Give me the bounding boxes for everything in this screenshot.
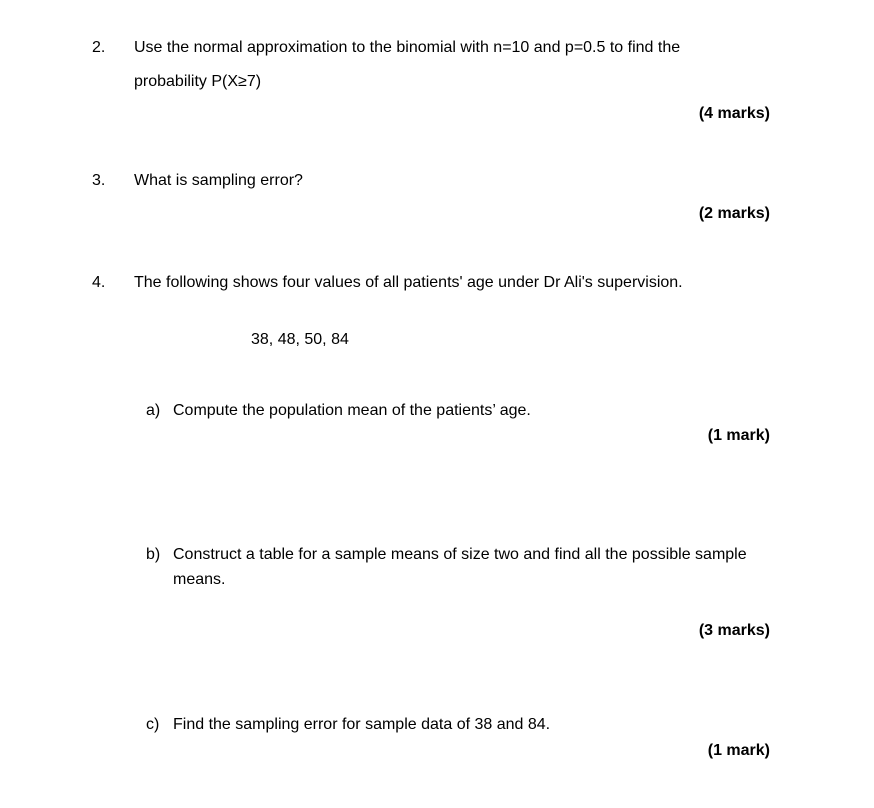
part-a-marks: (1 mark) xyxy=(707,427,770,444)
part-c-label: c) xyxy=(146,716,160,733)
question-2-text-line1: Use the normal approximation to the binomial with n=10 and p=0.5 to find the xyxy=(134,39,681,56)
question-2-number: 2. xyxy=(92,39,106,56)
part-b-text-line1: Construct a table for a sample means of size two and find all the possible sample xyxy=(173,546,747,563)
part-b-text-line2: means. xyxy=(173,571,226,588)
question-2-text-line2: probability P(X≥7) xyxy=(134,73,262,90)
part-c-marks: (1 mark) xyxy=(707,742,770,759)
part-a-label: a) xyxy=(146,402,161,419)
part-b-marks: (3 marks) xyxy=(698,622,770,639)
question-3-text-line1: What is sampling error? xyxy=(134,172,303,189)
question-4-data-values: 38, 48, 50, 84 xyxy=(251,331,349,348)
question-3-marks: (2 marks) xyxy=(698,205,770,222)
question-3-number: 3. xyxy=(92,172,106,189)
part-b-label: b) xyxy=(146,546,161,563)
question-2-marks: (4 marks) xyxy=(698,105,770,122)
question-4-text-line1: The following shows four values of all patients' age under Dr Ali's supervision. xyxy=(134,274,683,291)
part-c-text: Find the sampling error for sample data of 38 and 84. xyxy=(173,716,551,733)
question-4-number: 4. xyxy=(92,274,106,291)
part-a-text: Compute the population mean of the patients’ age. xyxy=(173,402,531,419)
